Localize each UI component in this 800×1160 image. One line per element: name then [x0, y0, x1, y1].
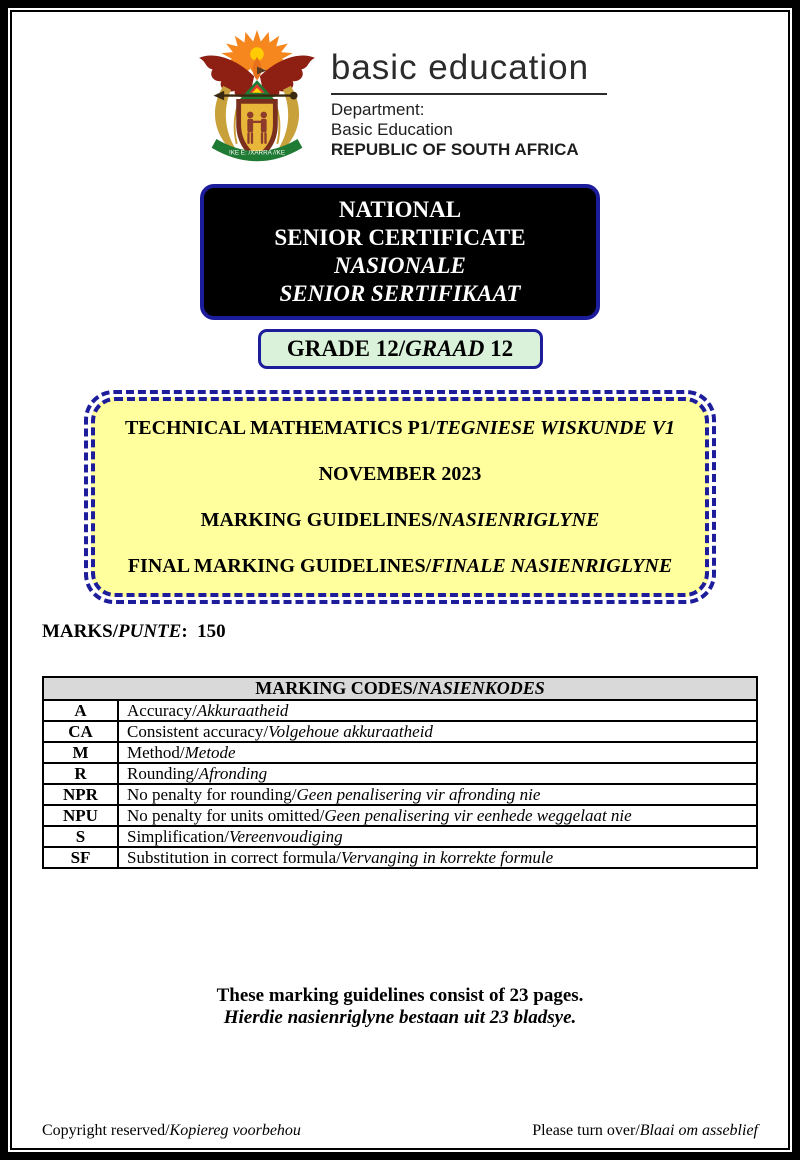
- table-row: [43, 805, 757, 826]
- description-af: Vervanging in korrekte formule: [340, 848, 554, 867]
- marking-guidelines-en: MARKING GUIDELINES/: [200, 509, 438, 531]
- table-header-af: NASIENKODES: [417, 678, 545, 698]
- marks-label-en: MARKS/: [42, 621, 118, 642]
- table-row: [43, 763, 757, 784]
- grade-box: [258, 329, 543, 369]
- description-af: Afronding: [198, 764, 268, 783]
- turn-over-en: Please turn over/: [532, 1122, 640, 1139]
- description-en: Rounding/: [127, 764, 199, 783]
- pages-note-en: These marking guidelines consist of 23 pages.: [216, 985, 584, 1006]
- subject-title: [103, 415, 697, 441]
- marking-guidelines-af: NASIENRIGLYNE: [437, 509, 600, 531]
- certificate-line-4: SENIOR SERTIFIKAAT: [279, 281, 521, 306]
- copyright-af: Kopiereg voorbehou: [169, 1122, 301, 1139]
- national-certificate-box: [200, 184, 600, 320]
- description-cell: [118, 826, 757, 847]
- dept-name: Basic Education: [330, 119, 453, 139]
- code-cell: SF: [43, 847, 118, 868]
- code-cell: NPU: [43, 805, 118, 826]
- motto-text: !KE E: /XARRA //KE: [228, 149, 285, 157]
- description-af: Akkuraatheid: [196, 701, 289, 720]
- description-cell: [118, 805, 757, 826]
- subject-title-af: TEGNIESE WISKUNDE V1: [435, 417, 676, 439]
- description-en: No penalty for units omitted/: [127, 806, 325, 825]
- final-guidelines-af: FINALE NASIENRIGLYNE: [431, 555, 673, 577]
- subject-title-en: TECHNICAL MATHEMATICS P1/: [124, 417, 436, 439]
- table-header-row: [43, 677, 757, 700]
- table-header-cell: [43, 677, 757, 700]
- description-cell: [118, 742, 757, 763]
- certificate-line-3: NASIONALE: [334, 253, 466, 278]
- grade-af: GRAAD: [405, 336, 485, 361]
- department-header: [12, 28, 788, 170]
- guidelines-box: [84, 390, 716, 604]
- turn-over-af: Blaai om asseblief: [639, 1122, 758, 1139]
- code-cell: A: [43, 700, 118, 721]
- table-row: [43, 847, 757, 868]
- code-cell: M: [43, 742, 118, 763]
- certificate-line-1: NATIONAL: [338, 197, 462, 222]
- table-row: [43, 784, 757, 805]
- copyright-en: Copyright reserved/: [42, 1122, 170, 1139]
- marking-codes-table: [42, 676, 758, 869]
- description-af: Geen penalisering vir eenhede weggelaat nie: [324, 806, 632, 825]
- description-en: Consistent accuracy/: [127, 722, 269, 741]
- marks-line: [42, 621, 758, 643]
- code-cell: CA: [43, 721, 118, 742]
- marks-colon: :: [181, 621, 188, 642]
- description-af: Vereenvoudiging: [229, 827, 343, 846]
- marking-guidelines-line: [103, 507, 697, 533]
- turn-over-notice: [532, 1122, 758, 1140]
- dept-label: Department:: [330, 99, 425, 119]
- code-cell: NPR: [43, 784, 118, 805]
- certificate-line-2: SENIOR CERTIFICATE: [274, 225, 526, 250]
- page-footer: [42, 1122, 758, 1140]
- description-af: Geen penalisering vir afronding nie: [296, 785, 541, 804]
- grade-suffix: 12: [484, 336, 514, 361]
- description-af: Volgehoue akkuraatheid: [268, 722, 433, 741]
- exam-date: NOVEMBER 2023: [318, 463, 482, 485]
- page-frame: [10, 10, 790, 1150]
- table-row: [43, 700, 757, 721]
- table-row: [43, 826, 757, 847]
- marks-label-af: PUNTE: [118, 621, 182, 642]
- description-en: No penalty for rounding/: [127, 785, 297, 804]
- description-cell: [118, 847, 757, 868]
- brand-title: basic education: [331, 50, 607, 95]
- south-africa-coat-of-arms-icon: [193, 28, 321, 168]
- department-wordmark: [331, 50, 607, 160]
- marks-value: 150: [197, 621, 226, 642]
- grade-en: GRADE 12/: [286, 336, 406, 361]
- table-row: [43, 742, 757, 763]
- description-af: Metode: [184, 743, 236, 762]
- description-en: Substitution in correct formula/: [127, 848, 341, 867]
- final-guidelines-en: FINAL MARKING GUIDELINES/: [127, 555, 432, 577]
- country-name: REPUBLIC OF SOUTH AFRICA: [330, 139, 579, 159]
- description-en: Accuracy/: [127, 701, 197, 720]
- description-en: Method/: [127, 743, 185, 762]
- description-en: Simplification/: [127, 827, 229, 846]
- description-cell: [118, 721, 757, 742]
- table-header-en: MARKING CODES/: [255, 678, 418, 698]
- copyright-notice: [42, 1122, 301, 1140]
- code-cell: S: [43, 826, 118, 847]
- final-marking-guidelines-line: [103, 553, 697, 579]
- code-cell: R: [43, 763, 118, 784]
- description-cell: [118, 763, 757, 784]
- description-cell: [118, 784, 757, 805]
- description-cell: [118, 700, 757, 721]
- pages-note-af: Hierdie nasienriglyne bestaan uit 23 bladsye.: [223, 1007, 577, 1028]
- table-row: [43, 721, 757, 742]
- pages-note: [42, 985, 758, 1029]
